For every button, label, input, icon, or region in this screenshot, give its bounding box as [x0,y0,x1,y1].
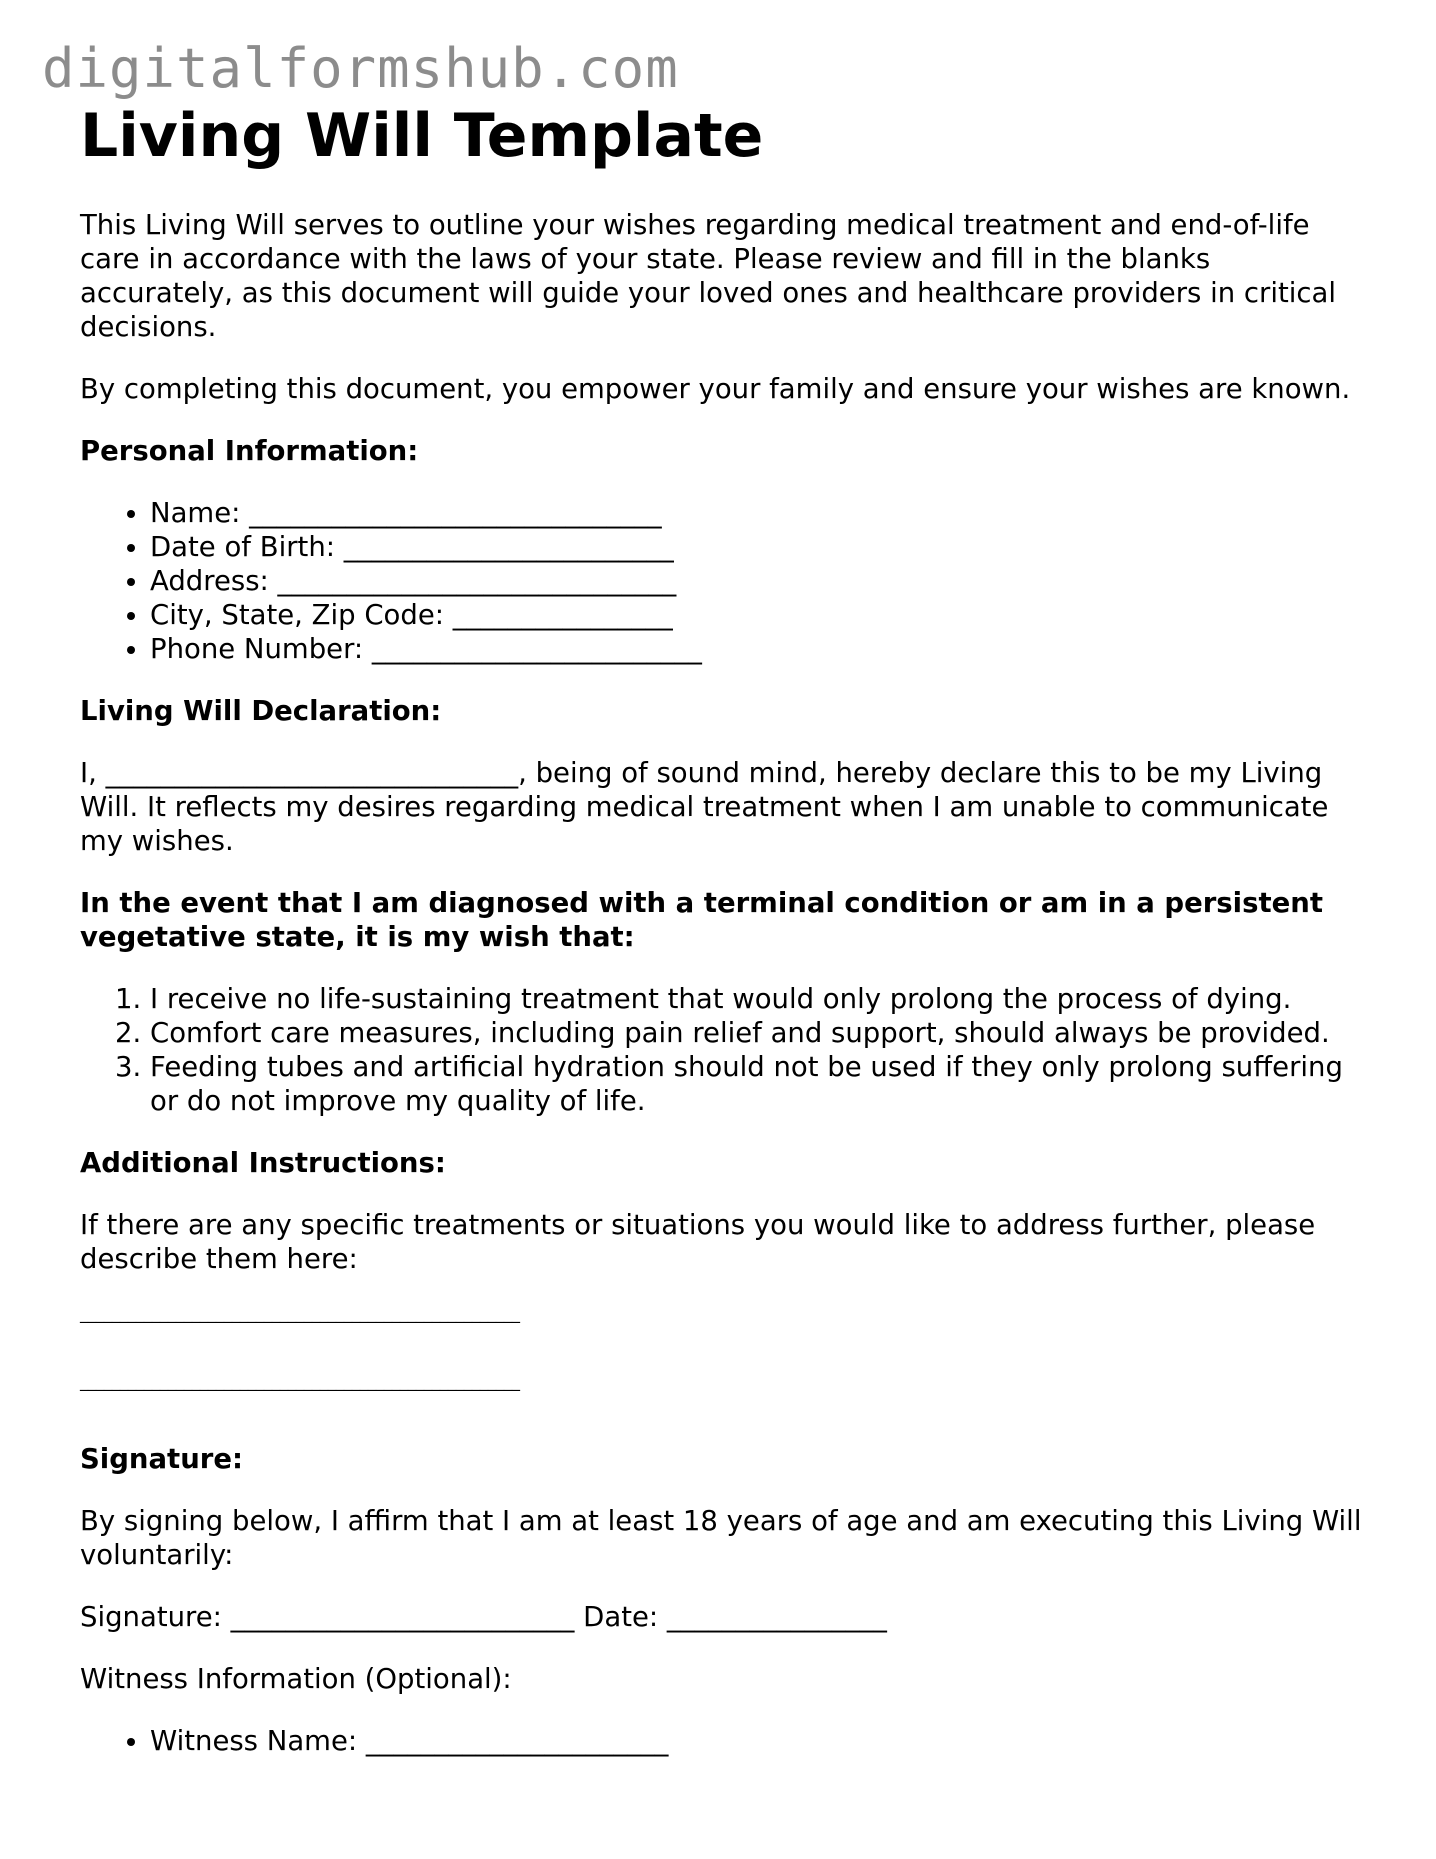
intro-paragraph-2: By completing this document, you empower your family and ensure your wishes are known. [80,373,1351,405]
additional-instructions-text: If there are any specific treatments or situations you would like to address further, please describe them here: [80,1209,1316,1275]
witness-list [80,1724,1370,1758]
personal-address-field: • Address: _____________________________ [150,564,1370,598]
document-page [80,100,1370,1786]
signature-date-line: Signature: _________________________ Date: ________________ [80,1601,887,1633]
declaration-heading: Living Will Declaration: [80,695,442,727]
intro-paragraph: This Living Will serves to outline your wishes regarding medical treatment and end-of-life care in accordance with the laws of your state. Please review and fill in the blanks accurately, as this document will guide your loved ones and healthcare providers in critical decisions. [80,209,1337,343]
declaration-text: I, ______________________________, being of sound mind, hereby declare this to be my Living Will. It reflects my desires regarding medical treatment when I am unable to communicate my wishes. [80,757,1329,857]
witness-name-field: • Witness Name: ______________________ [150,1724,1370,1758]
page-title: Living Will Template [80,101,764,171]
personal-name-field: • Name: ______________________________ [150,496,1370,530]
witness-heading: Witness Information (Optional): [80,1663,512,1695]
wish-item-1: 1. I receive no life-sustaining treatment that would only prolong the process of dying. [150,982,1370,1016]
personal-phone-field: • Phone Number: ________________________ [150,632,1370,666]
signature-affirmation-text: By signing below, I affirm that I am at least 18 years of age and am executing this Living Will voluntarily: [80,1505,1362,1571]
personal-dob-field: • Date of Birth: ________________________ [150,530,1370,564]
signature-heading: Signature: [80,1443,243,1475]
wishes-heading: In the event that I am diagnosed with a terminal condition or am in a persistent vegetative state, it is my wish that: [80,887,1323,953]
personal-info-list [80,496,1370,666]
additional-instructions-heading: Additional Instructions: [80,1147,446,1179]
personal-info-heading: Personal Information: [80,435,419,467]
wishes-list [80,982,1370,1118]
personal-city-state-zip-field: • City, State, Zip Code: ________________ [150,598,1370,632]
watermark: digitalformshub.com [42,37,679,100]
additional-instructions-lines [80,1304,1370,1406]
instruction-blank-line-1: _______________________________________________________ [80,1304,520,1323]
instruction-blank-line-2: _______________________________________________________ [80,1372,520,1391]
wish-item-3: 3. Feeding tubes and artificial hydration should not be used if they only prolong suffering or do not improve my quality of life. [150,1050,1370,1118]
wish-item-2: 2. Comfort care measures, including pain relief and support, should always be provided. [150,1016,1370,1050]
